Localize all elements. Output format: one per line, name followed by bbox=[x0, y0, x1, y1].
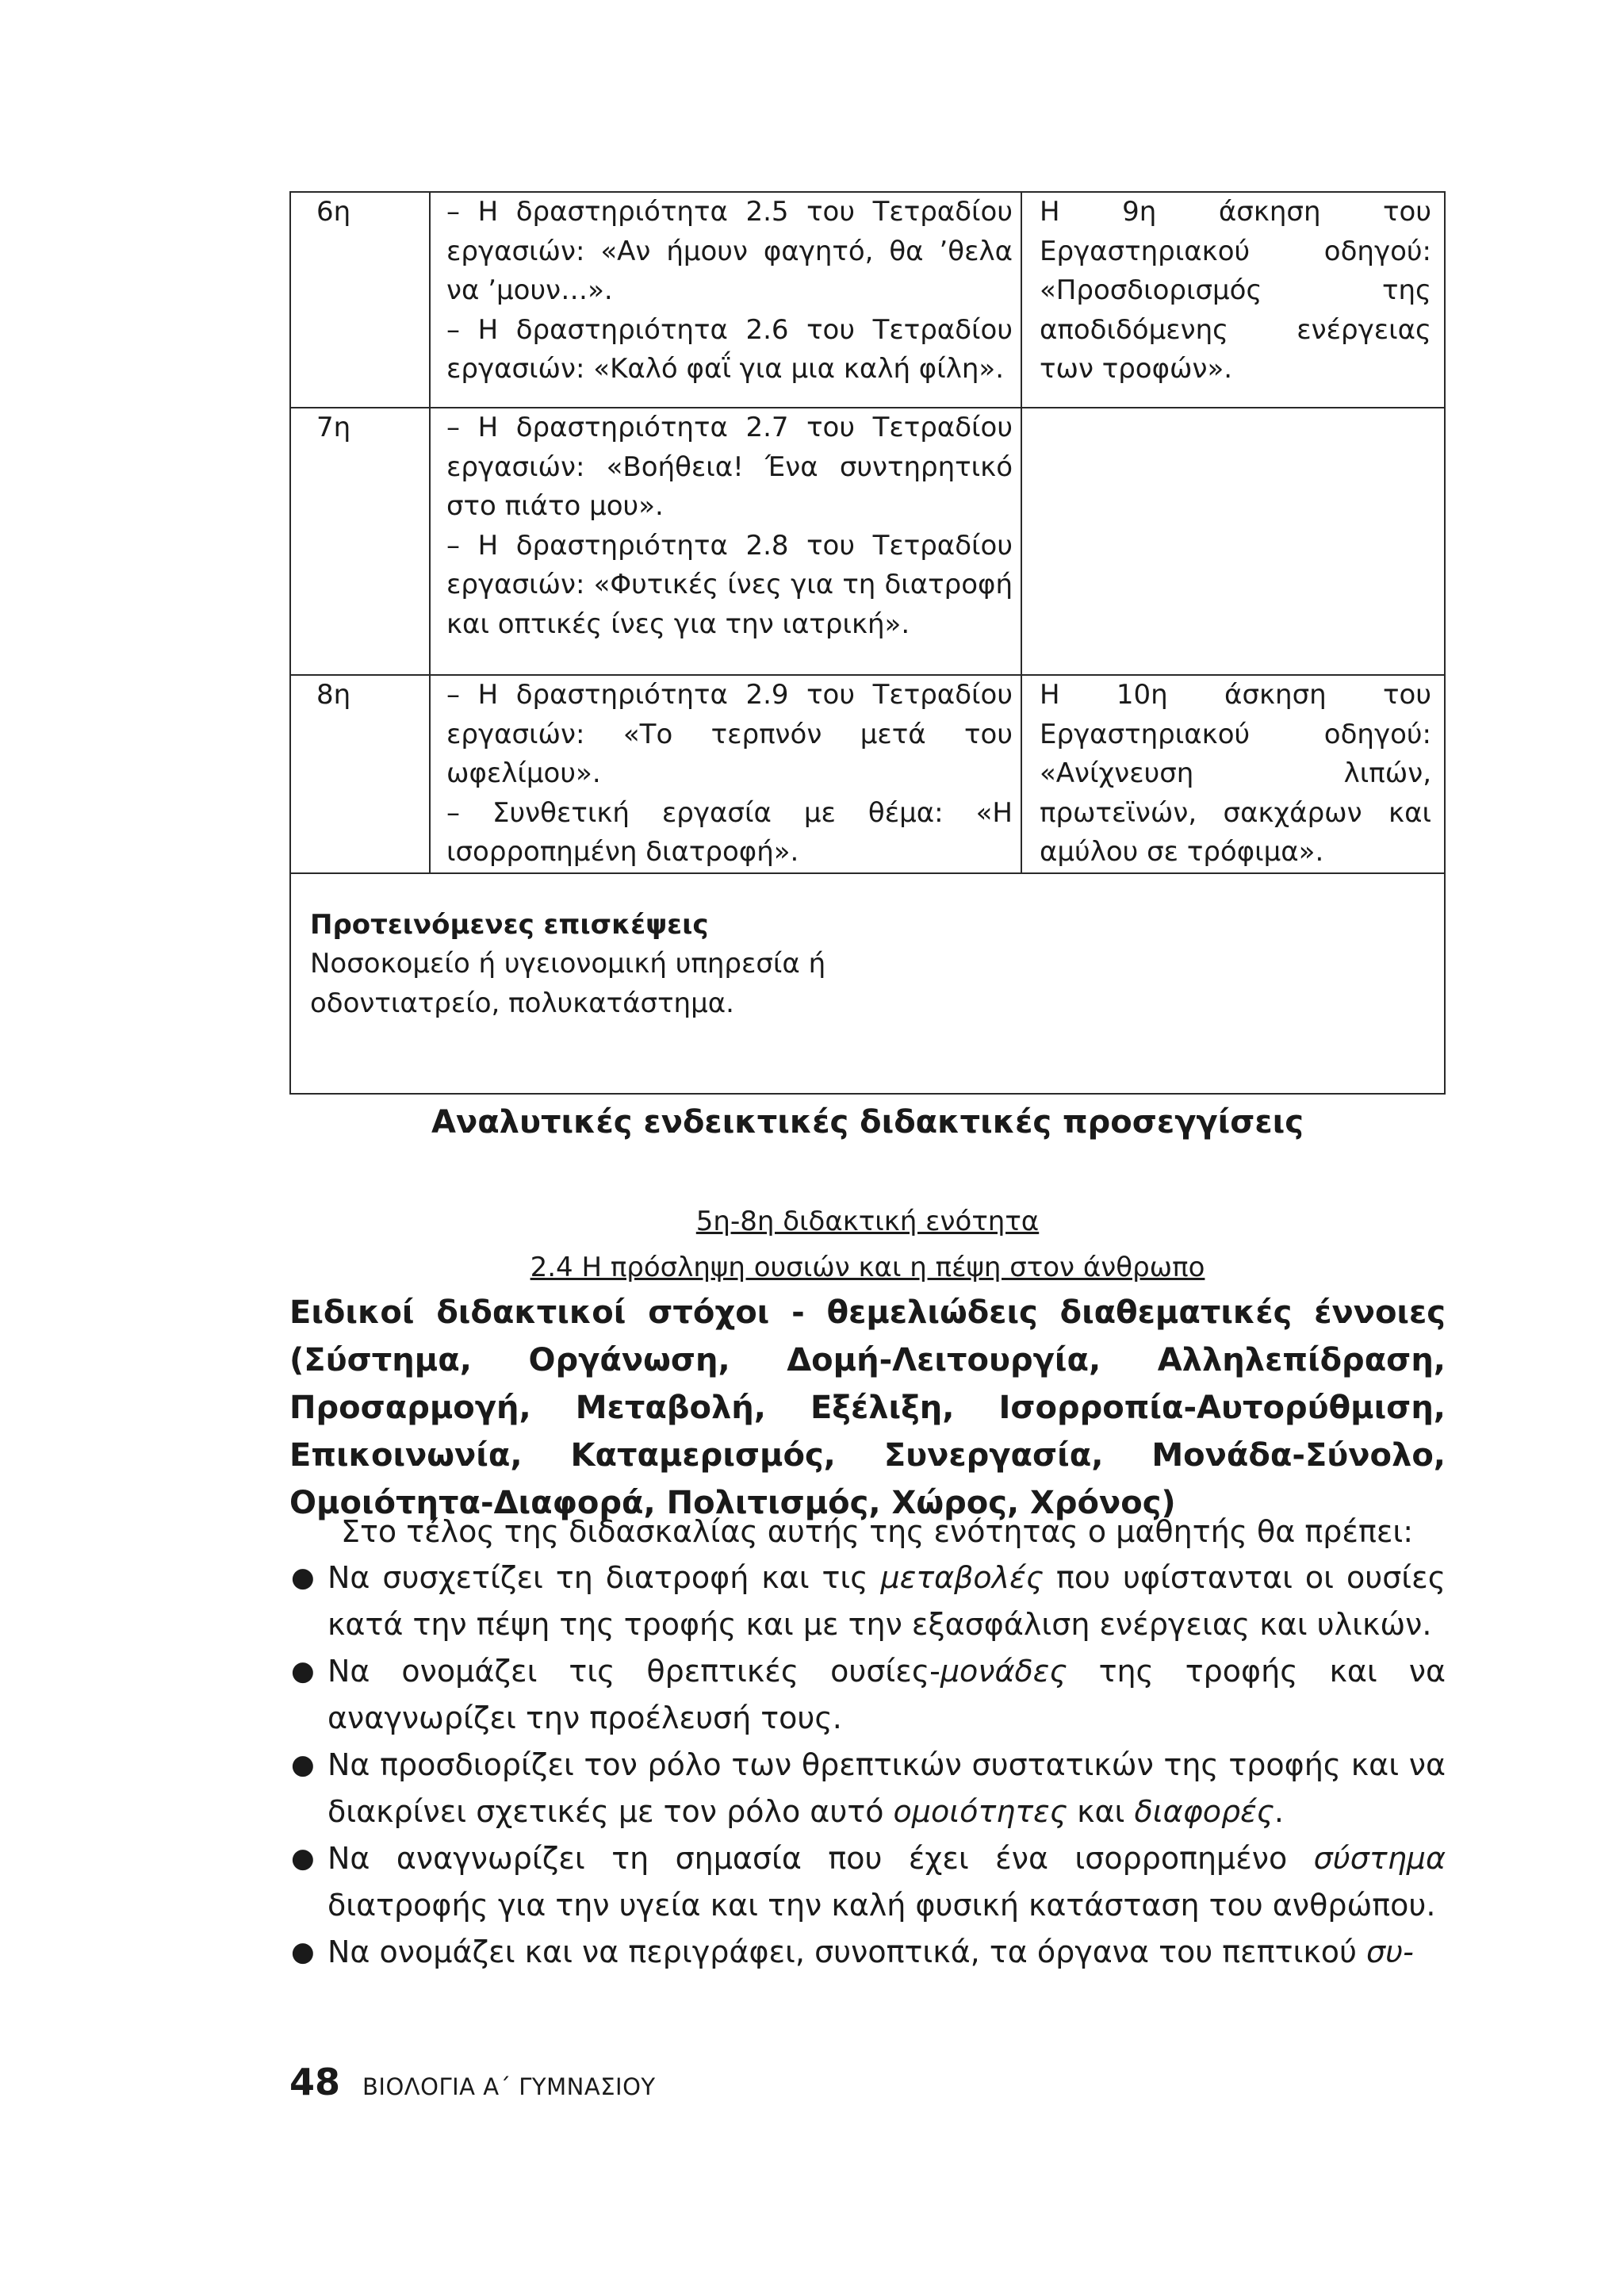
list-item: ● Να συσχετίζει τη διατροφή και τις μεταβολές που υφίστανται οι ουσίες κατά την πέψη της τροφής και με την εξασφάλιση ενέργειας και υλικών. bbox=[289, 1555, 1446, 1648]
activity-text: – Συνθετική εργασία με θέμα: «Η ισορροπημένη διατροφή». bbox=[446, 796, 1013, 868]
lab-exercise-cell bbox=[1021, 408, 1445, 675]
table-row-visits bbox=[290, 873, 1445, 1094]
table-row bbox=[290, 192, 1445, 408]
book-title: ΒΙΟΛΟΓΙΑ Α΄ ΓΥΜΝΑΣΙΟΥ bbox=[362, 2073, 656, 2100]
objectives-heading: Ειδικοί διδακτικοί στόχοι - θεμελιώδεις διαθεματικές έννοιες (Σύστημα, Οργάνωση, Δομή-Λειτουργία, Αλληλεπίδραση, Προσαρμογή, Μεταβολή, Εξέλιξη, Ισορροπία-Αυτορύθμιση, Επικοινωνία, Καταμερισμός, Συνεργασία, Μονάδα-Σύνολο, Ομοιότητα-Διαφορά, Πολιτισμός, Χώρος, Χρόνος) bbox=[289, 1294, 1446, 1521]
lab-exercise-cell: Η 10η άσκηση του Εργαστηριακού οδηγού: «Ανίχνευση λιπών, πρωτεϊνών, σακχάρων και αμύλου σε τρόφιμα». bbox=[1021, 675, 1445, 873]
list-item: ● Να προσδιορίζει τον ρόλο των θρεπτικών συστατικών της τροφής και να διακρίνει σχετικές με τον ρόλο αυτό ομοιότητες και διαφορές. bbox=[289, 1742, 1446, 1835]
week-cell: 8η bbox=[290, 675, 430, 873]
activity-text: – Η δραστηριότητα 2.6 του Τετραδίου εργασιών: «Καλό φαΐ για μια καλή φίλη». bbox=[446, 313, 1013, 385]
activity-text: – Η δραστηριότητα 2.7 του Τετραδίου εργασιών: «Βοήθεια! Ένα συντηρητικό στο πιάτο μου». bbox=[446, 412, 1013, 522]
bullet-icon: ● bbox=[291, 1655, 315, 1687]
unit-title: 2.4 Η πρόσληψη ουσιών και η πέψη στον άνθρωπο bbox=[530, 1252, 1205, 1283]
bullet-icon: ● bbox=[291, 1749, 315, 1781]
objectives-intro: Στο τέλος της διδασκαλίας αυτής της ενότητας ο μαθητής θα πρέπει: bbox=[341, 1514, 1414, 1549]
week-cell: 7η bbox=[290, 408, 430, 675]
activities-cell bbox=[430, 408, 1021, 675]
table-row bbox=[290, 408, 1445, 675]
activities-table bbox=[289, 191, 1446, 1095]
bullet-icon: ● bbox=[291, 1842, 315, 1874]
list-item: ● Να ονομάζει τις θρεπτικές ουσίες-μονάδες της τροφής και να αναγνωρίζει την προέλευσή τους. bbox=[289, 1648, 1446, 1742]
list-item: ● Να ονομάζει και να περιγράφει, συνοπτικά, τα όργανα του πεπτικού συ- bbox=[289, 1929, 1446, 1976]
activities-cell bbox=[430, 192, 1021, 408]
lab-exercise-cell: Η 9η άσκηση του Εργαστηριακού οδηγού: «Προσδιορισμός της αποδιδόμενης ενέργειας των τροφών». bbox=[1021, 192, 1445, 408]
list-item: ● Να αναγνωρίζει τη σημασία που έχει ένα ισορροπημένο σύστημα διατροφής για την υγεία και την καλή φυσική κατάσταση του ανθρώπου. bbox=[289, 1835, 1446, 1929]
objectives-list bbox=[289, 1555, 1446, 1976]
visits-text: Νοσοκομείο ή υγειονομική υπηρεσία ή οδοντιατρείο, πολυκατάστημα. bbox=[310, 948, 826, 1019]
visits-cell bbox=[290, 873, 1445, 1094]
table-row bbox=[290, 675, 1445, 873]
page-footer bbox=[289, 2061, 656, 2108]
unit-range: 5η-8η διδακτική ενότητα bbox=[695, 1206, 1040, 1237]
bullet-icon: ● bbox=[291, 1936, 315, 1968]
section-heading: Αναλυτικές ενδεικτικές διδακτικές προσεγγίσεις bbox=[431, 1104, 1304, 1141]
page-number: 48 bbox=[289, 2061, 341, 2103]
activity-text: – Η δραστηριότητα 2.5 του Τετραδίου εργασιών: «Αν ήμουν φαγητό, θα ’θελα να ’μουν…». bbox=[446, 196, 1013, 306]
visits-title: Προτεινόμενες επισκέψεις bbox=[310, 908, 709, 941]
week-cell: 6η bbox=[290, 192, 430, 408]
activity-text: – Η δραστηριότητα 2.9 του Τετραδίου εργασιών: «Το τερπνόν μετά του ωφελίμου». bbox=[446, 679, 1013, 789]
bullet-icon: ● bbox=[291, 1562, 315, 1593]
activities-cell bbox=[430, 675, 1021, 873]
activity-text: – Η δραστηριότητα 2.8 του Τετραδίου εργασιών: «Φυτικές ίνες για τη διατροφή και οπτικές ίνες για την ιατρική». bbox=[446, 529, 1013, 640]
